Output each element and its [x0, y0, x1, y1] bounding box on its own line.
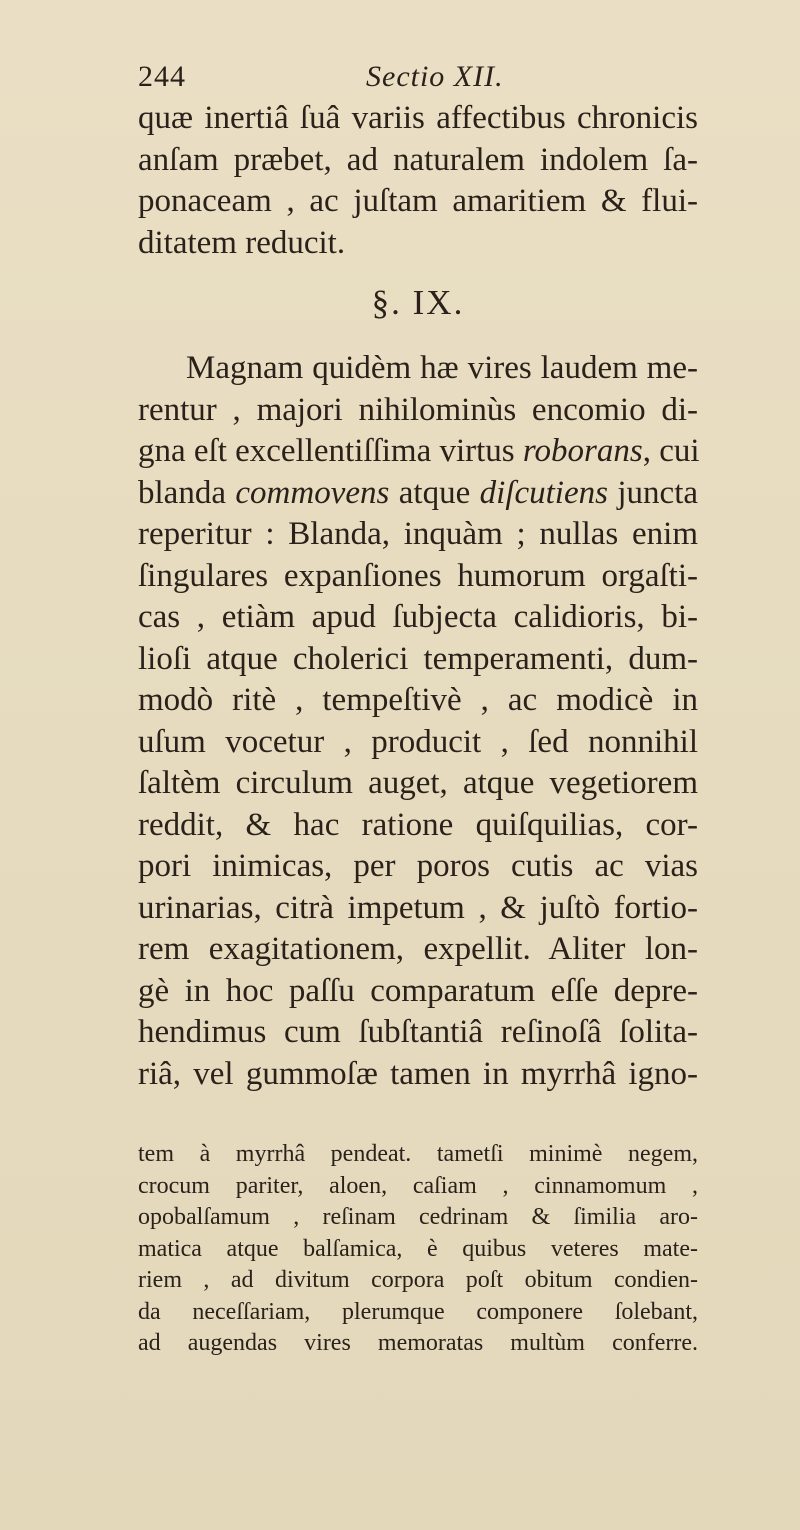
text-line: [138, 431, 698, 473]
text-line: modò ritè , tempeſtivè , ac modicè in: [138, 682, 698, 718]
text-line: gè in hoc paſſu comparatum eſſe depre-: [138, 972, 698, 1009]
italic-term: commovens: [235, 474, 390, 511]
text-line: riâ, vel gummoſæ tamen in myrrhâ igno-: [138, 1055, 698, 1092]
text-line: ponaceam , ac juſtam amaritiem & flui-: [138, 183, 698, 219]
footnote-line: matica atque balſamica, è quibus veteres mate-: [138, 1235, 698, 1262]
italic-term: roborans: [522, 433, 643, 469]
footnote-line: tem à myrrhâ pendeat. tametſi minimè negem,: [138, 1141, 698, 1167]
text-line: lioſi atque cholerici temperamenti, dum-: [138, 640, 698, 677]
text-line: urinarias, citrà impetum , & juſtò fortio-: [138, 889, 698, 926]
text-line: reddit, & hac ratione quiſquilias, cor-: [138, 806, 698, 843]
text-segment: blanda: [138, 474, 226, 511]
footnote-line: opobalſamum , reſinam cedrinam & ſimilia aro-: [138, 1204, 698, 1230]
footnote: [138, 1139, 698, 1360]
text-line: Magnam quidèm hæ vires laudem me-: [186, 350, 698, 386]
body-text: [138, 98, 698, 1360]
text-line: uſum vocetur , producit , ſed nonnihil: [138, 723, 698, 760]
text-line: ſingulares expanſiones humorum orgaſti-: [138, 557, 698, 594]
text-line: cas , etiàm apud ſubjecta calidioris, bi-: [138, 599, 698, 635]
text-line: reperitur : Blanda, inquàm ; nullas enim: [138, 516, 698, 552]
text-segment: atque: [398, 474, 471, 511]
text-line: quæ inertiâ ſuâ variis affectibus chronicis: [138, 100, 698, 136]
paragraph-continued: [138, 98, 698, 264]
text-segment: , cui: [642, 433, 700, 469]
text-line: rem exagitationem, expellit. Aliter lon-: [138, 931, 698, 967]
text-line: anſam præbet, ad naturalem indolem ſa-: [138, 141, 698, 178]
section-heading: §. IX.: [371, 283, 465, 322]
footnote-gap: [138, 1095, 698, 1139]
text-segment: juncta: [617, 474, 699, 511]
text-line: ſaltèm circulum auget, atque vegetiorem: [138, 765, 698, 801]
text-line: ditatem reducit.: [138, 224, 346, 261]
text-line: rentur , majori nihilominùs encomio di-: [138, 391, 698, 428]
section-title: Sectio XII.: [366, 60, 504, 93]
text-line: pori inimicas, per poros cutis ac vias: [138, 848, 698, 884]
footnote-line: da neceſſariam, plerumque componere ſolebant,: [138, 1298, 698, 1325]
footnote-line: crocum pariter, aloen, caſiam , cinnamomum ,: [138, 1172, 698, 1199]
page-number: 244: [138, 60, 186, 93]
text-line: [138, 473, 698, 515]
text-segment: gna eſt excellentiſſima virtus: [138, 433, 515, 469]
text-line: hendimus cum ſubſtantiâ reſinoſâ ſolita-: [138, 1014, 698, 1050]
running-head: [138, 60, 678, 96]
footnote-line: riem , ad divitum corpora poſt obitum condien-: [138, 1267, 698, 1293]
paragraph-main: [138, 348, 698, 1095]
italic-term: diſcutiens: [479, 474, 608, 511]
footnote-line: ad augendas vires memoratas multùm conferre.: [138, 1330, 698, 1356]
